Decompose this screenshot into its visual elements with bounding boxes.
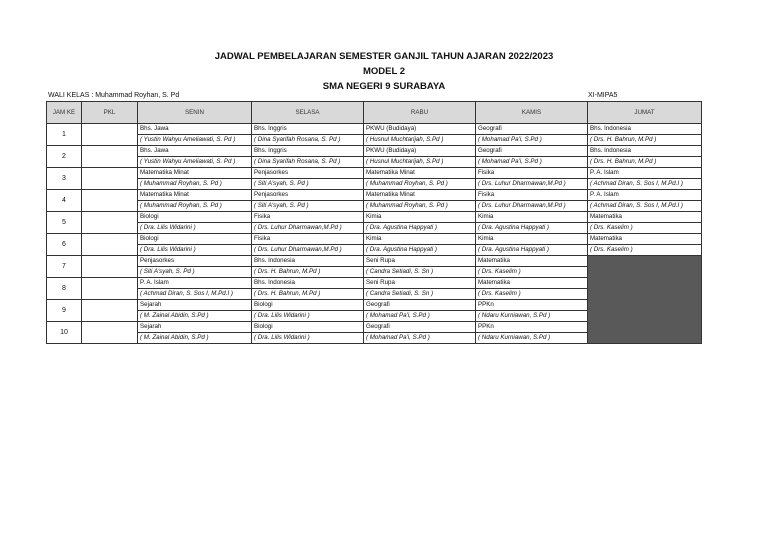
subject-cell-rabu: PKWU (Budidaya): [364, 124, 476, 135]
jam-cell: 8: [47, 278, 82, 300]
teacher-cell-senin: ( Dra. Lilis Widarini ): [138, 245, 252, 256]
teacher-cell-selasa: ( Dra. Lilis Widarini ): [252, 311, 364, 322]
teacher-cell-selasa: ( Dina Syarifah Rosana, S. Pd ): [252, 135, 364, 146]
class-label: XI-MIPA5: [588, 92, 618, 99]
jam-cell: 6: [47, 234, 82, 256]
jam-cell: 10: [47, 322, 82, 344]
subject-cell-rabu: Kimia: [364, 234, 476, 245]
pkl-cell: [82, 256, 138, 278]
jam-cell: 5: [47, 212, 82, 234]
table-row: [47, 190, 702, 201]
jumat-empty-block: [588, 256, 702, 344]
subject-cell-selasa: Biologi: [252, 300, 364, 311]
teacher-cell-selasa: ( Dina Syarifah Rosana, S. Pd ): [252, 157, 364, 168]
subject-cell-rabu: Geografi: [364, 322, 476, 333]
teacher-cell-senin: ( Dra. Lilis Widarini ): [138, 223, 252, 234]
subject-cell-selasa: Bhs. Inggris: [252, 146, 364, 157]
subject-cell-kamis: Fisika: [476, 168, 588, 179]
subject-cell-jumat: Matematika: [588, 212, 702, 223]
subject-cell-selasa: Penjasorkes: [252, 190, 364, 201]
teacher-cell-kamis: ( Drs. Kaselim ): [476, 289, 588, 300]
subject-cell-senin: Matematika Minat: [138, 190, 252, 201]
subject-cell-rabu: Seni Rupa: [364, 278, 476, 289]
teacher-cell-kamis: ( Drs. Luhur Dharmawan,M.Pd ): [476, 201, 588, 212]
col-header-pkl: PKL: [82, 102, 138, 124]
jam-cell: 7: [47, 256, 82, 278]
col-header-jam: JAM KE: [47, 102, 82, 124]
subject-cell-kamis: Geografi: [476, 146, 588, 157]
teacher-cell-jumat: ( Achmad Diran, S. Sos I, M.Pd.I ): [588, 201, 702, 212]
teacher-cell-jumat: ( Drs. Kaselim ): [588, 223, 702, 234]
teacher-cell-senin: ( Yustin Wahyu Ameliawati, S. Pd ): [138, 157, 252, 168]
subject-cell-jumat: Matematika: [588, 234, 702, 245]
table-row-teacher: [47, 223, 702, 234]
subject-cell-jumat: P. A. Islam: [588, 190, 702, 201]
schedule-body: [47, 124, 702, 344]
title-line-2: MODEL 2: [362, 66, 406, 77]
subject-cell-kamis: Kimia: [476, 212, 588, 223]
subject-cell-jumat: P. A. Islam: [588, 168, 702, 179]
subject-cell-rabu: Matematika Minat: [364, 168, 476, 179]
schedule-table: [46, 101, 702, 344]
subject-cell-jumat: Bhs. Indonesia: [588, 146, 702, 157]
title-line-1: JADWAL PEMBELAJARAN SEMESTER GANJIL TAHUN AJARAN 2022/2023: [214, 51, 554, 62]
pkl-cell: [82, 278, 138, 300]
teacher-cell-senin: ( Muhammad Royhan, S. Pd ): [138, 201, 252, 212]
teacher-cell-selasa: ( Siti A'syah, S. Pd ): [252, 201, 364, 212]
teacher-cell-kamis: ( Ndaru Kurniawan, S.Pd ): [476, 333, 588, 344]
subject-cell-rabu: Seni Rupa: [364, 256, 476, 267]
teacher-cell-senin: ( Achmad Diran, S. Sos I, M.Pd.I ): [138, 289, 252, 300]
teacher-cell-rabu: ( Mohamad Pa'i, S.Pd ): [364, 311, 476, 322]
teacher-cell-selasa: ( Drs. Luhur Dharmawan,M.Pd ): [252, 223, 364, 234]
teacher-cell-rabu: ( Husnul Muchtarijah, S.Pd ): [364, 157, 476, 168]
pkl-cell: [82, 168, 138, 190]
teacher-cell-kamis: ( Mohamad Pa'i, S.Pd ): [476, 157, 588, 168]
pkl-cell: [82, 146, 138, 168]
table-row: [47, 256, 702, 267]
subject-cell-rabu: Matematika Minat: [364, 190, 476, 201]
table-row-teacher: [47, 201, 702, 212]
subject-cell-selasa: Fisika: [252, 234, 364, 245]
subject-cell-senin: P. A. Islam: [138, 278, 252, 289]
table-row-teacher: [47, 157, 702, 168]
teacher-cell-senin: ( Siti A'syah, S. Pd ): [138, 267, 252, 278]
jam-cell: 4: [47, 190, 82, 212]
subject-cell-kamis: PPKn: [476, 300, 588, 311]
teacher-cell-kamis: ( Mohamad Pa'i, S.Pd ): [476, 135, 588, 146]
teacher-cell-kamis: ( Dra. Agustina Happyati ): [476, 223, 588, 234]
pkl-cell: [82, 212, 138, 234]
col-header-jumat: JUMAT: [588, 102, 702, 124]
subject-cell-kamis: Kimia: [476, 234, 588, 245]
subject-cell-rabu: Kimia: [364, 212, 476, 223]
subject-cell-selasa: Bhs. Inggris: [252, 124, 364, 135]
subject-cell-jumat: Bhs. Indonesia: [588, 124, 702, 135]
teacher-cell-rabu: ( Candra Setiadi, S. Sn ): [364, 289, 476, 300]
table-row: [47, 146, 702, 157]
table-row: [47, 212, 702, 223]
teacher-cell-rabu: ( Candra Setiadi, S. Sn ): [364, 267, 476, 278]
document-header: [0, 49, 768, 94]
pkl-cell: [82, 124, 138, 146]
subject-cell-selasa: Penjasorkes: [252, 168, 364, 179]
pkl-cell: [82, 190, 138, 212]
teacher-cell-kamis: ( Drs. Luhur Dharmawan,M.Pd ): [476, 179, 588, 190]
wali-kelas-label: WALI KELAS : Muhammad Royhan, S. Pd: [48, 92, 180, 99]
subject-cell-senin: Bhs. Jawa: [138, 124, 252, 135]
subject-cell-senin: Penjasorkes: [138, 256, 252, 267]
subject-cell-senin: Sejarah: [138, 300, 252, 311]
subject-cell-kamis: PPKn: [476, 322, 588, 333]
subject-cell-senin: Sejarah: [138, 322, 252, 333]
subject-cell-kamis: Geografi: [476, 124, 588, 135]
teacher-cell-kamis: ( Drs. Kaselim ): [476, 267, 588, 278]
table-row: [47, 124, 702, 135]
teacher-cell-rabu: ( Dra. Agustina Happyati ): [364, 223, 476, 234]
title-line-3: SMA NEGERI 9 SURABAYA: [322, 81, 446, 92]
teacher-cell-selasa: ( Dra. Lilis Widarini ): [252, 333, 364, 344]
teacher-cell-senin: ( M. Zainal Abidin, S.Pd ): [138, 333, 252, 344]
teacher-cell-jumat: ( Drs. H. Bahrun, M.Pd ): [588, 135, 702, 146]
subject-cell-kamis: Fisika: [476, 190, 588, 201]
table-row-teacher: [47, 135, 702, 146]
header-row: [47, 102, 702, 124]
table-row: [47, 234, 702, 245]
teacher-cell-senin: ( M. Zainal Abidin, S.Pd ): [138, 311, 252, 322]
subject-cell-selasa: Bhs. Indonesia: [252, 256, 364, 267]
subject-cell-kamis: Matematika: [476, 256, 588, 267]
teacher-cell-jumat: ( Drs. H. Bahrun, M.Pd ): [588, 157, 702, 168]
teacher-cell-jumat: ( Achmad Diran, S. Sos I, M.Pd.I ): [588, 179, 702, 190]
subject-cell-senin: Bhs. Jawa: [138, 146, 252, 157]
jam-cell: 9: [47, 300, 82, 322]
jam-cell: 2: [47, 146, 82, 168]
teacher-cell-rabu: ( Husnul Muchtarijah, S.Pd ): [364, 135, 476, 146]
teacher-cell-senin: ( Yustin Wahyu Ameliawati, S. Pd ): [138, 135, 252, 146]
jam-cell: 3: [47, 168, 82, 190]
teacher-cell-selasa: ( Drs. H. Bahrun, M.Pd ): [252, 289, 364, 300]
table-row-teacher: [47, 179, 702, 190]
table-row-teacher: [47, 245, 702, 256]
teacher-cell-kamis: ( Ndaru Kurniawan, S.Pd ): [476, 311, 588, 322]
teacher-cell-rabu: ( Muhammad Royhan, S. Pd ): [364, 201, 476, 212]
teacher-cell-selasa: ( Drs. Luhur Dharmawan,M.Pd ): [252, 245, 364, 256]
subject-cell-senin: Matematika Minat: [138, 168, 252, 179]
jam-cell: 1: [47, 124, 82, 146]
teacher-cell-selasa: ( Siti A'syah, S. Pd ): [252, 179, 364, 190]
teacher-cell-kamis: ( Dra. Agustina Happyati ): [476, 245, 588, 256]
teacher-cell-rabu: ( Dra. Agustina Happyati ): [364, 245, 476, 256]
teacher-cell-senin: ( Muhammad Royhan, S. Pd ): [138, 179, 252, 190]
subject-cell-selasa: Fisika: [252, 212, 364, 223]
subject-cell-senin: Biologi: [138, 234, 252, 245]
teacher-cell-selasa: ( Drs. H. Bahrun, M.Pd ): [252, 267, 364, 278]
col-header-rabu: RABU: [364, 102, 476, 124]
col-header-kamis: KAMIS: [476, 102, 588, 124]
subject-cell-senin: Biologi: [138, 212, 252, 223]
subject-cell-kamis: Matematika: [476, 278, 588, 289]
subject-cell-rabu: PKWU (Budidaya): [364, 146, 476, 157]
pkl-cell: [82, 234, 138, 256]
pkl-cell: [82, 300, 138, 322]
col-header-senin: SENIN: [138, 102, 252, 124]
subject-cell-selasa: Bhs. Indonesia: [252, 278, 364, 289]
teacher-cell-jumat: ( Drs. Kaselim ): [588, 245, 702, 256]
table-row: [47, 168, 702, 179]
pkl-cell: [82, 322, 138, 344]
teacher-cell-rabu: ( Mohamad Pa'i, S.Pd ): [364, 333, 476, 344]
col-header-selasa: SELASA: [252, 102, 364, 124]
teacher-cell-rabu: ( Muhammad Royhan, S. Pd ): [364, 179, 476, 190]
subject-cell-selasa: Biologi: [252, 322, 364, 333]
subject-cell-rabu: Geografi: [364, 300, 476, 311]
